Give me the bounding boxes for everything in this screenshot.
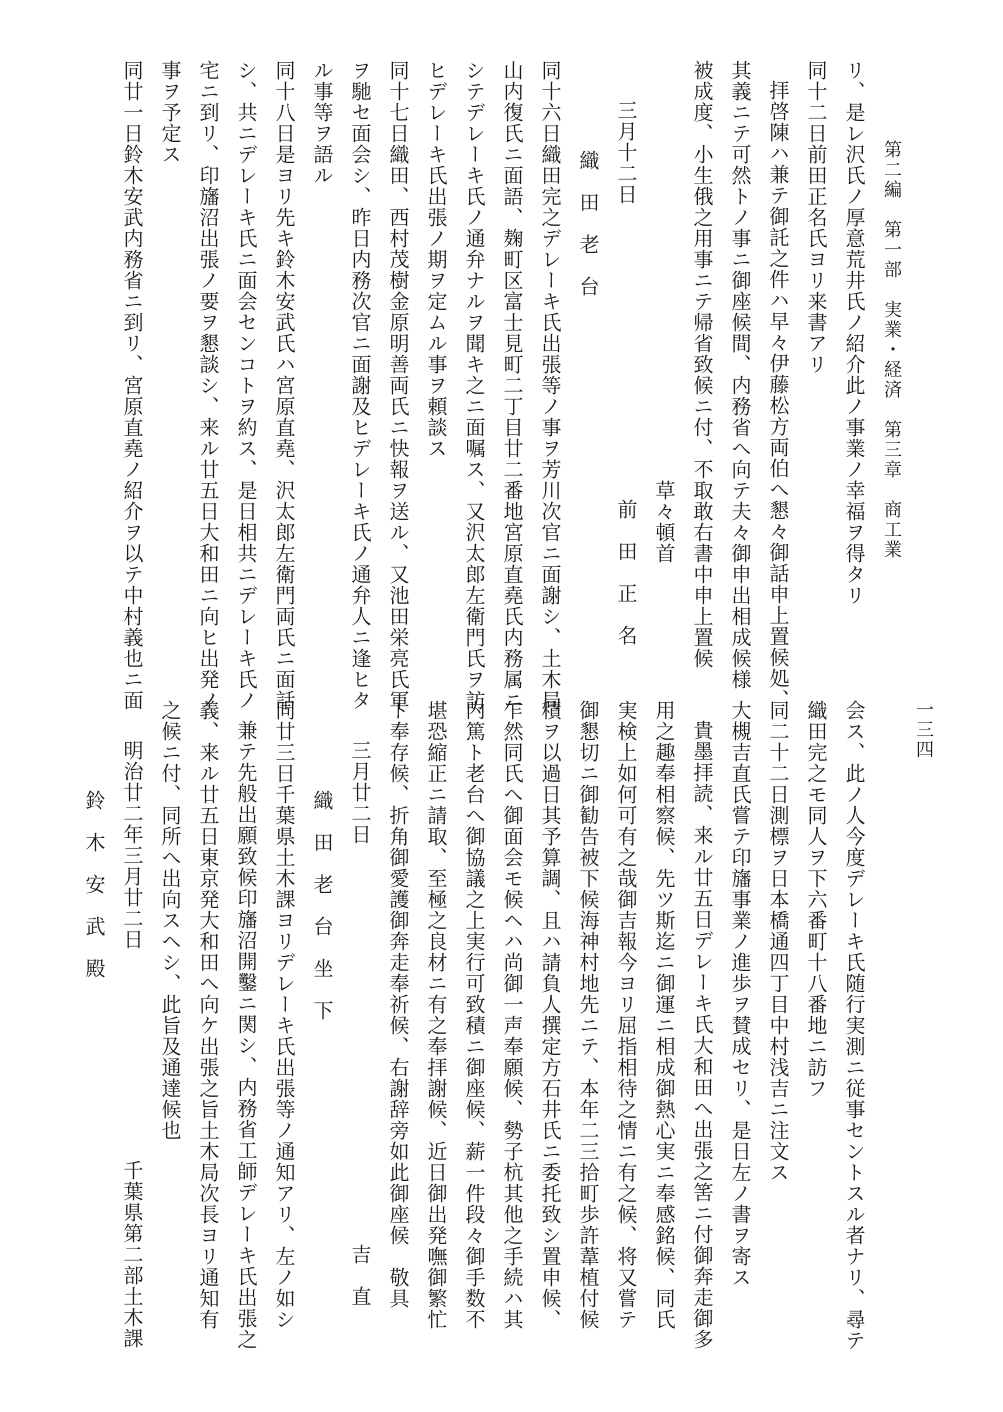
top-text-line: 山内復氏ニ面語、麹町区富士見町二丁目廿二番地宮原直堯氏内務属ニ xyxy=(500,60,524,711)
bottom-text-line: 大槻吉直氏嘗テ印旛事業ノ進歩ヲ賛成セリ、是日左ノ書ヲ寄ス xyxy=(728,700,752,1288)
bottom-text-line: 同廿三日千葉県土木課ヨリデレーキ氏出張等ノ通知アリ、左ノ如シ xyxy=(272,700,296,1330)
bottom-text-line: 兼テ先般出願致候印旛沼開鑿ニ関シ、内務省工師デレーキ氏出張之 xyxy=(234,720,258,1350)
running-header: 第二編 第一部 実業・経済 第三章 商工業 xyxy=(881,140,902,560)
bottom-text-line: 織 田 老 台 坐 下 xyxy=(310,790,334,1021)
top-text-line: 同十六日織田完之デレーキ氏出張等ノ事ヲ芳川次官ニ面謝シ、土木局 xyxy=(538,60,562,711)
bottom-text-line: 堪恐縮正ニ請取、至極之良材ニ有之奉拝謝候、近日御出発嘸御繁忙 xyxy=(424,700,448,1330)
top-text-line: ヒデレーキ氏出張ノ期ヲ定ムル事ヲ頼談ス xyxy=(424,60,448,459)
bottom-text-line: 同二十二日測標ヲ日本橋通四丁目中村浅吉ニ注文ス xyxy=(766,700,790,1183)
bottom-text-line: 積ヲ以過日其予算調、且ハ請負人撰定方石井氏ニ委托致シ置申候、 xyxy=(538,700,562,1330)
bottom-text-line: 鈴 木 安 武 殿 xyxy=(82,790,106,979)
bottom-text-line: 会ス、此ノ人今度デレーキ氏随行実測ニ従事セントスル者ナリ、尋テ xyxy=(842,700,866,1351)
top-text-line: 宅ニ到リ、印旛沼出張ノ要ヲ懇談シ、来ル廿五日大和田ニ向ヒ出発ノ xyxy=(196,60,220,711)
bottom-text-line: 御懇切ニ御勧告被下候海神村地先ニテ、本年二三拾町歩許葦植付候 xyxy=(576,700,600,1330)
top-text-line: シテデレーキ氏ノ通弁ナルヲ聞キ之ニ面嘱ス、又沢太郎左衛門氏ヲ訪 xyxy=(462,60,486,711)
bottom-text-line: 乍然同氏へ御面会モ候ヘハ尚御一声奉願候、勢子杭其他之手続ハ其 xyxy=(500,700,524,1330)
top-text-line: 織 田 老 台 xyxy=(576,150,600,297)
bottom-text-line: ト奉存候、折角御愛護御奔走奉祈候、右謝辞旁如此御座候 敬具 xyxy=(386,700,410,1309)
top-text-line: リ、是レ沢氏ノ厚意荒井氏ノ紹介此ノ事業ノ幸福ヲ得タリ xyxy=(842,60,866,606)
bottom-text-block xyxy=(73,700,873,1351)
bottom-text-line: 用之趣奉相察候、先ツ斯迄ニ御運ニ相成御熱心実ニ奉感銘候、同氏 xyxy=(652,700,676,1330)
top-text-line: 被成度、小生俄之用事ニテ帰省致候ニ付、不取敢右書中申上置候 xyxy=(690,60,714,669)
bottom-text-line: 内篤ト老台へ御協議之上実行可致積ニ御座候、薪一件段々御手数不 xyxy=(462,700,486,1330)
top-text-line: 同十八日是ヨリ先キ鈴木安武氏ハ宮原直堯、沢太郎左衛門両氏ニ面話 xyxy=(272,60,296,711)
top-text-line: シ、共ニデレーキ氏ニ面会センコトヲ約ス、是日相共ニデレーキ氏ノ xyxy=(234,60,258,711)
top-text-line: 事ヲ予定ス xyxy=(158,60,182,165)
top-text-line: ル事等ヲ語ル xyxy=(310,60,334,186)
bottom-text-line: 明治廿二年三月廿二日 千葉県第二部土木課 xyxy=(120,740,144,1349)
top-text-line: 同廿一日鈴木安武内務省ニ到リ、宮原直堯ノ紹介ヲ以テ中村義也ニ面 xyxy=(120,60,144,711)
top-text-line: 三月十二日 前 田 正 名 xyxy=(614,100,638,646)
top-text-block xyxy=(73,60,873,711)
bottom-text-line: 三月廿二日 吉 直 xyxy=(348,740,372,1307)
bottom-text-line: 義、来ル廿五日東京発大和田へ向ケ出張之旨土木局次長ヨリ通知有 xyxy=(196,700,220,1330)
bottom-text-line: 之候ニ付、同所へ出向スヘシ、此旨及通達候也 xyxy=(158,700,182,1141)
top-text-line: 其義ニテ可然トノ事ニ御座候間、内務省へ向テ夫々御申出相成候様 xyxy=(728,60,752,690)
top-text-line: 同十二日前田正名氏ヨリ来書アリ xyxy=(804,60,828,375)
bottom-text-line: 織田完之モ同人ヲ下六番町十八番地ニ訪フ xyxy=(804,700,828,1099)
top-text-line: 同十七日織田、西村茂樹金原明善両氏ニ快報ヲ送ル、又池田栄亮氏軍 xyxy=(386,60,410,711)
bottom-text-line: 貴墨拝読、来ル廿五日デレーキ氏大和田へ出張之筈ニ付御奔走御多 xyxy=(690,720,714,1350)
top-text-line: ヲ馳セ面会シ、昨日内務次官ニ面謝及ヒデレーキ氏ノ通弁人ニ逢ヒタ xyxy=(348,60,372,711)
page-number: 一三四 xyxy=(913,700,934,760)
top-text-line: 草々頓首 xyxy=(652,480,676,564)
top-text-line: 拝啓陳ハ兼テ御託之件ハ早々伊藤松方両伯へ懇々御話申上置候処、 xyxy=(766,80,790,710)
bottom-text-line: 実検上如何可有之哉御吉報今ヨリ屈指相待之情ニ有之候、将又嘗テ xyxy=(614,700,638,1330)
